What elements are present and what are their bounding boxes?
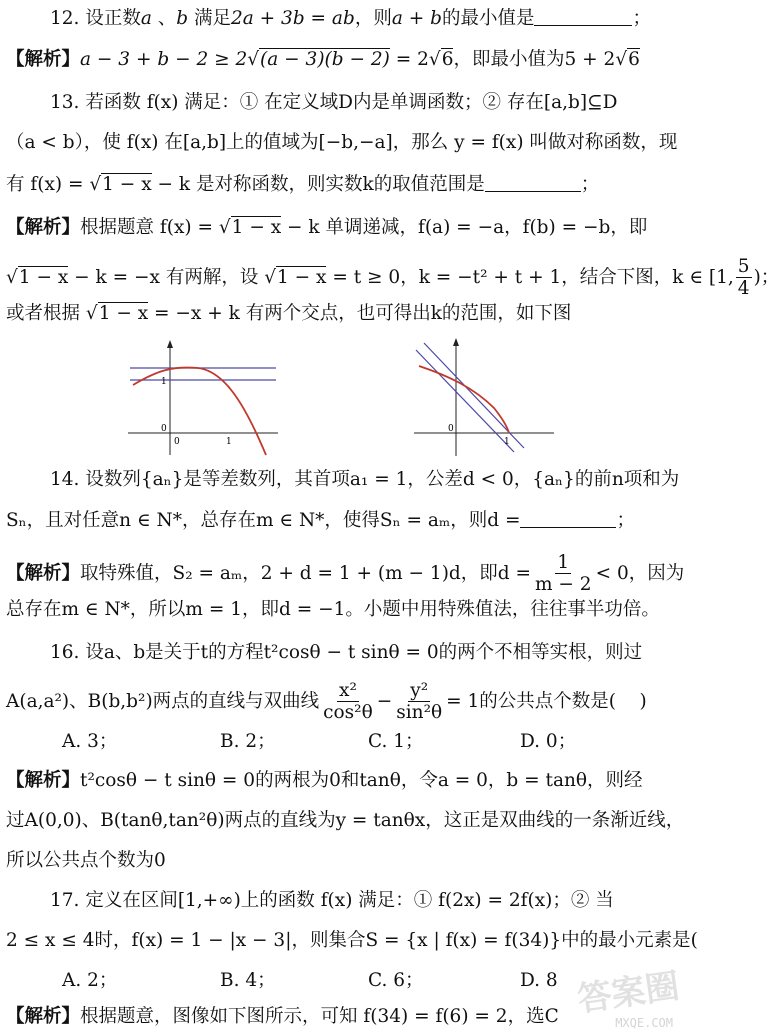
q13-stem-line3: 有 f(x) = √1 − x − k 是对称函数，则实数k的取值范围是 ； xyxy=(0,170,693,200)
q16-stem-line2: A(a,a²)、B(b,b²)两点的直线与双曲线 $\frac{\text{x²}}{\text{cos²θ}}$ − $\frac{\text{y²}}{\text{sin²θ}}$ = 1的公共点个数是( ) xyxy=(6,680,647,724)
q17-stem-line1: 17. 定义在区间[1,+∞)上的函数 f(x) 满足：① f(2x) = 2f(x)；② 当 xyxy=(50,890,614,911)
q17-solution-line1: 【解析】根据题意，图像如下图所示，可知 f(34) = f(6) = 2，选C xyxy=(6,1006,559,1027)
q14-stem-line2: Sₙ，且对任意n ∈ N*，总存在m ∈ N*，使得Sₙ = aₘ，则d = ； xyxy=(0,506,693,536)
q13-stem-line1: 13. 若函数 f(x) 满足：① 在定义域D内是单调函数；② 存在[a,b]⊆D xyxy=(50,92,618,113)
choice-a: A. 3； xyxy=(62,731,118,752)
watermark-logo: 答案圈 xyxy=(575,966,682,1020)
graph1-label: 0 xyxy=(174,437,180,447)
watermark-url: MXQE.COM xyxy=(615,1016,673,1030)
answer-blank xyxy=(485,171,581,192)
graph2-label: 0 xyxy=(448,424,454,434)
q16-solution-line3: 所以公共点个数为0 xyxy=(6,850,166,871)
q14-stem-line1: 14. 设数列{aₙ}是等差数列，其首项a₁ = 1，公差d < 0，{aₙ}的前n项和为 xyxy=(50,469,680,490)
y-axis-arrow xyxy=(167,340,173,348)
q13-solution-line2: √1 − x − k = −x 有两解，设 √1 − x = t ≥ 0，k = −t² + t + 1，结合下图，k ∈ [1, $\frac{5}{4}$ )； xyxy=(6,256,779,300)
y-axis-arrow xyxy=(453,338,459,346)
q14-solution-line2: 总存在m ∈ N*，所以m = 1，即d = −1。小题中用特殊值法，往往事半功倍。 xyxy=(6,599,660,620)
choice-d: D. 0； xyxy=(520,731,577,752)
q16-stem-line1: 16. 设a、b是关于t的方程t²cosθ − t sinθ = 0的两个不相等实根，则过 xyxy=(50,642,643,663)
q13-solution-line1: 【解析】根据题意 f(x) = √1 − x − k 单调递减，f(a) = −a，f(b) = −b，即 xyxy=(6,217,648,238)
line-lower xyxy=(416,350,514,452)
choice-c: C. 6； xyxy=(368,970,424,991)
choice-a: A. 2； xyxy=(62,970,118,991)
graph2-label: 1 xyxy=(504,437,510,447)
answer-blank xyxy=(520,507,616,528)
graph-sqrt-lines xyxy=(414,338,554,456)
q14-solution-line1: 【解析】取特殊值，S₂ = aₘ，2 + d = 1 + (m − 1)d，即d = $\frac{1}{m - 2}$ < 0，因为 xyxy=(6,552,685,596)
graph-parabola xyxy=(128,340,278,455)
q16-solution-line2: 过A(0,0)、B(tanθ,tan²θ)两点的直线为y = tanθx，这正是双曲线的一条渐近线， xyxy=(6,810,685,831)
choice-b: B. 2； xyxy=(220,731,276,752)
choice-b: B. 4； xyxy=(220,970,276,991)
q16-solution-line1: 【解析】t²cosθ − t sinθ = 0的两根为0和tanθ，令a = 0，b = tanθ，则经 xyxy=(6,770,643,791)
graph1-label: 1 xyxy=(161,377,167,387)
choice-d: D. 8 xyxy=(520,970,558,991)
curve xyxy=(133,368,266,455)
q17-stem-line2: 2 ≤ x ≤ 4时，f(x) = 1 − |x − 3|，则集合S = {x | f(x) = f(34)}中的最小元素是( xyxy=(6,930,698,951)
graph1-label: 1 xyxy=(226,437,232,447)
choice-c: C. 1； xyxy=(368,731,424,752)
graph1-label: 0 xyxy=(161,424,167,434)
q12-solution: 【解析】a − 3 + b − 2 ≥ 2√(a − 3)(b − 2) = 2√6，即最小值为5 + 2√6 xyxy=(6,49,640,70)
q13-solution-line3: 或者根据 √1 − x = −x + k 有两个交点，也可得出k的范围，如下图 xyxy=(6,303,572,324)
answer-blank xyxy=(534,5,632,26)
q13-stem-line2: （a < b），使 f(x) 在[a,b]上的值域为[−b,−a]，那么 y = f(x) 叫做对称函数，现 xyxy=(6,132,678,153)
q12-stem: 12. 设正数a 、b 满足2a + 3b = ab，则a + b的最小值是 ； xyxy=(0,4,737,34)
